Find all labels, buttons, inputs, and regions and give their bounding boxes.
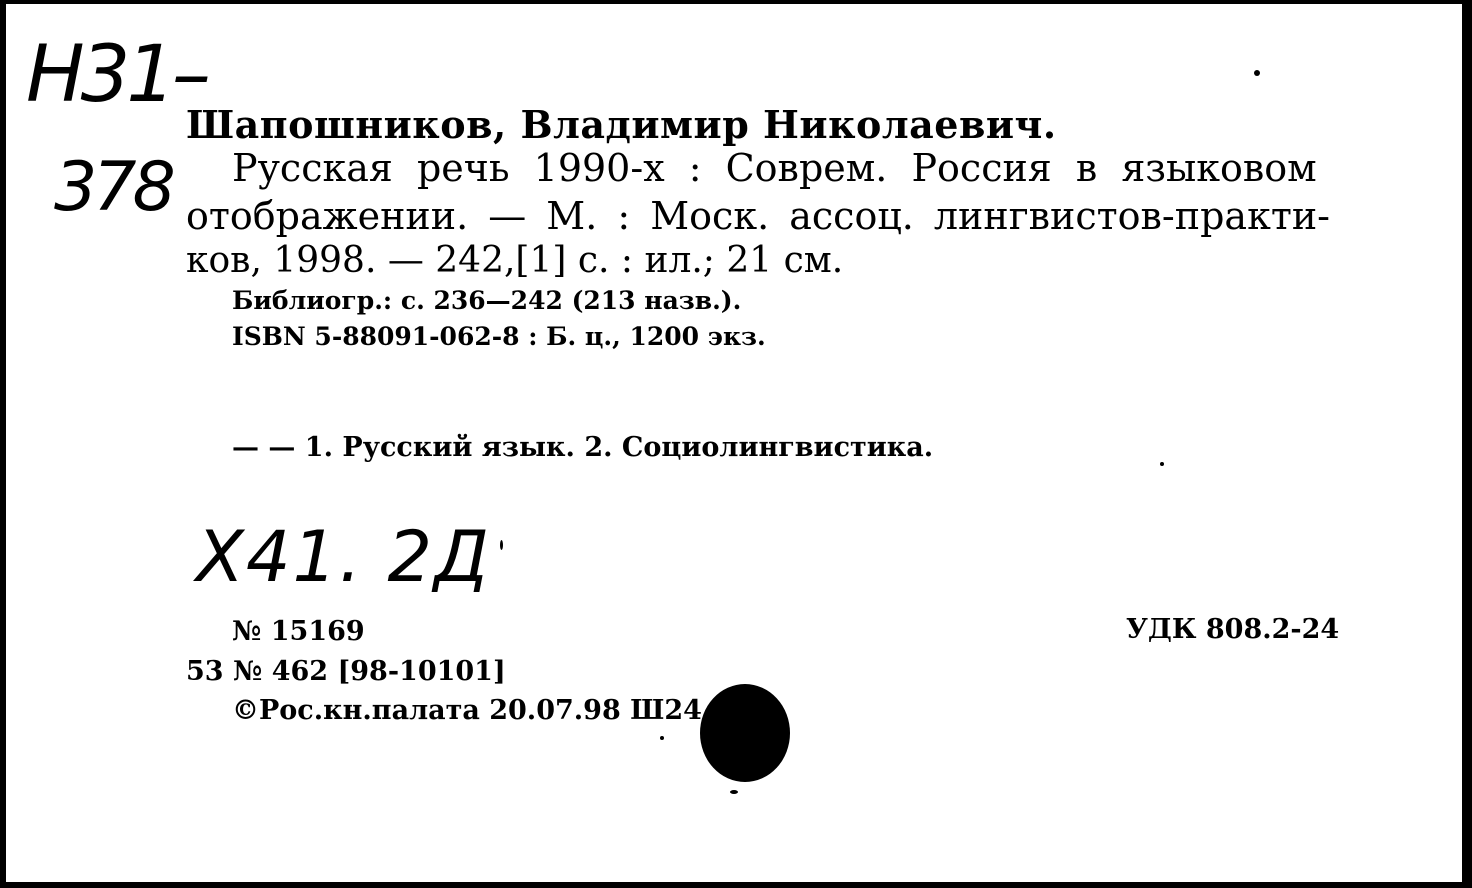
title-line-1: Русская речь 1990-х : Соврем. Россия в языковом xyxy=(232,146,1317,190)
record-number: № 15169 xyxy=(232,616,365,647)
title-line-3: ков, 1998. — 242,[1] с. : ил.; 21 см. xyxy=(186,240,844,281)
subject-headings: — — 1. Русский язык. 2. Социолингвистика. xyxy=(232,432,934,463)
bibliography-note: Библиогр.: с. 236—242 (213 назв.). xyxy=(232,286,742,315)
ink-speck xyxy=(1254,70,1260,76)
card-border-left xyxy=(0,0,6,888)
secondary-number: 53 № 462 [98-10101] xyxy=(186,656,506,687)
isbn-line: ISBN 5-88091-062-8 : Б. ц., 1200 экз. xyxy=(232,322,766,351)
copyright-line: ©Рос.кн.палата 20.07.98 Ш24 xyxy=(232,695,702,726)
handwritten-shelf-mark: Х41. 2Д xyxy=(196,516,491,598)
ink-speck xyxy=(1160,462,1164,466)
ink-speck xyxy=(500,540,503,550)
ink-stamp-blot xyxy=(700,684,790,782)
card-border-bottom xyxy=(0,882,1472,888)
card-border-top xyxy=(0,0,1472,4)
ink-speck xyxy=(730,790,738,794)
handwritten-call-number-line1: Н31– xyxy=(26,30,207,120)
udk-code: УДК 808.2-24 xyxy=(1126,614,1340,645)
ink-speck xyxy=(660,736,664,740)
handwritten-call-number-line2: 378 xyxy=(54,148,172,227)
card-border-right xyxy=(1462,0,1472,888)
title-line-2: отображении. — М. : Моск. ассоц. лингвистов-практи- xyxy=(186,194,1331,238)
author-heading: Шапошников, Владимир Николаевич. xyxy=(186,102,1057,147)
